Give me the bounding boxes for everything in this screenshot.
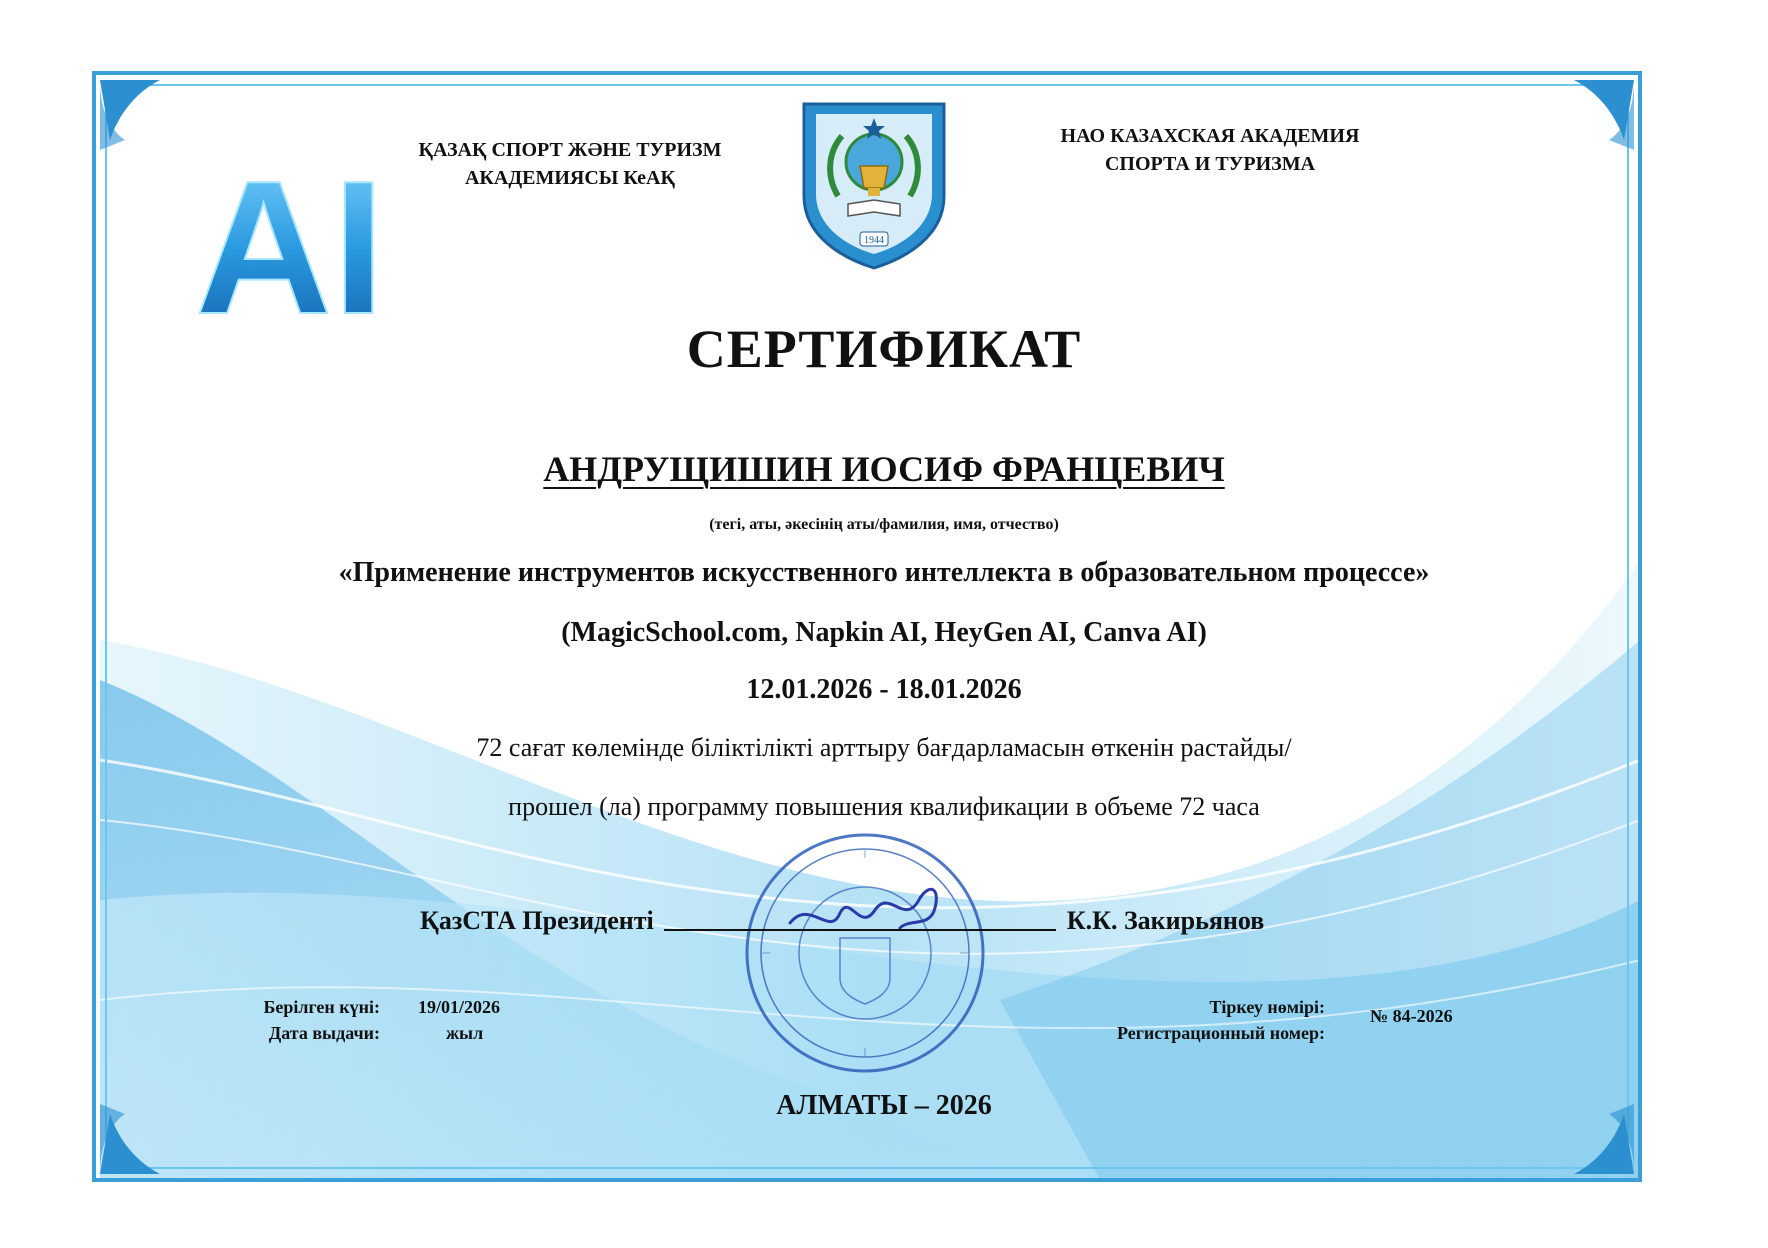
recipient-name-text: АНДРУЩИШИН ИОСИФ ФРАНЦЕВИЧ <box>543 449 1225 489</box>
signatory-name: К.К. Закирьянов <box>1066 906 1265 935</box>
header-org-kz <box>380 136 760 192</box>
course-dates: 12.01.2026 - 18.01.2026 <box>746 674 1022 705</box>
header-org-ru <box>1020 122 1400 178</box>
signature-line <box>664 905 1056 931</box>
registration-label-kz: Тіркеу нөмірі: <box>1209 997 1325 1017</box>
registration-number: № 84-2026 <box>1370 1006 1453 1026</box>
issue-date-unit: жыл <box>446 1023 484 1043</box>
signature-position: ҚазСТА Президенті <box>420 906 654 935</box>
ai-logo <box>175 155 405 325</box>
ai-logo-text: AI <box>195 155 385 325</box>
official-stamp <box>740 828 990 1078</box>
recipient-name <box>0 448 1768 490</box>
emblem-year: 1944 <box>864 235 884 246</box>
header-org-kz-line1: ҚАЗАҚ СПОРТ ЖӘНЕ ТУРИЗМ <box>418 139 722 161</box>
course-tools: (MagicSchool.com, Napkin AI, HeyGen AI, Canva AI) <box>561 617 1207 648</box>
issue-date-label-kz: Берілген күні: <box>263 997 380 1017</box>
corner-top-left <box>100 80 160 150</box>
registration-label-ru: Регистрационный номер: <box>1116 1023 1325 1043</box>
header-org-ru-line1: НАО КАЗАХСКАЯ АКАДЕМИЯ <box>1060 125 1360 147</box>
recipient-caption: (тегі, аты, әкесінің аты/фамилия, имя, отчество) <box>709 516 1059 533</box>
completion-text-ru: прошел (ла) программу повышения квалификации в объеме 72 часа <box>508 792 1260 821</box>
signature-row <box>420 905 1264 936</box>
corner-top-right <box>1574 80 1634 150</box>
completion-text-kz: 72 сағат көлемінде біліктілікті арттыру бағдарламасын өткенін растайды/ <box>476 733 1292 762</box>
course-title: «Применение инструментов искусственного интеллекта в образовательном процессе» <box>338 557 1430 588</box>
issue-date-label-ru: Дата выдачи: <box>268 1023 380 1043</box>
issue-date: 19/01/2026 <box>418 997 501 1017</box>
emblem-cup <box>860 166 888 188</box>
registration-label <box>1060 994 1325 1046</box>
academy-emblem <box>786 96 962 272</box>
issue-date-label <box>250 994 380 1046</box>
certificate-title: СЕРТИФИКАТ <box>686 319 1082 379</box>
issue-date-value <box>418 994 500 1046</box>
city-year: АЛМАТЫ – 2026 <box>776 1090 992 1121</box>
header-org-ru-line2: СПОРТА И ТУРИЗМА <box>1104 153 1316 175</box>
header-org-kz-line2: АКАДЕМИЯСЫ КеАҚ <box>464 167 675 189</box>
